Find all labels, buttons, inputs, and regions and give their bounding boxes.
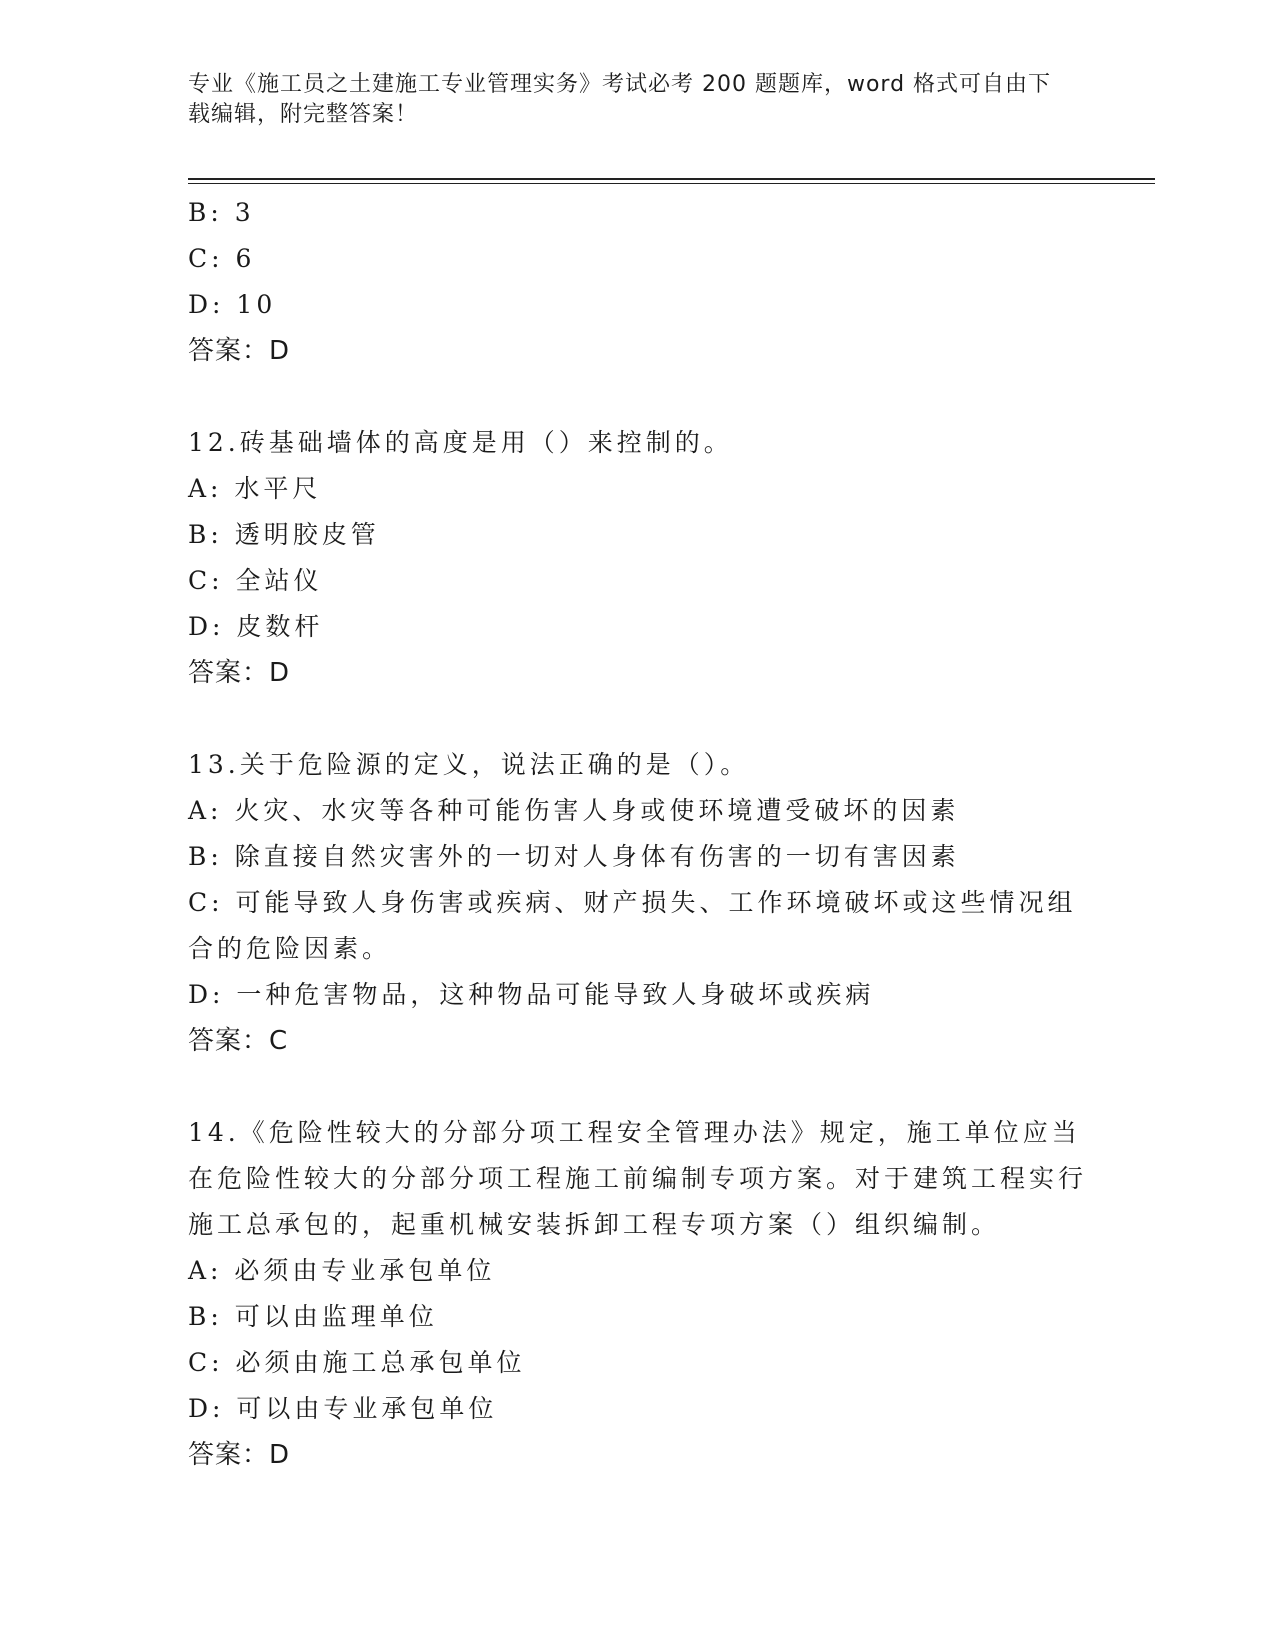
question-11 [188,190,1088,374]
option-c: C: 可能导致人身伤害或疾病、财产损失、工作环境破坏或这些情况组合的危险因素。 [188,888,1077,963]
option-a: A: 水平尺 [188,474,322,503]
header-rule-thin [188,183,1155,184]
option-b: B: 3 [188,198,255,227]
header-rule-thick [188,178,1155,180]
option-b: B: 除直接自然灾害外的一切对人身体有伤害的一切有害因素 [188,842,960,871]
option-d: D: 10 [188,290,277,319]
option-b: B: 可以由监理单位 [188,1302,438,1331]
option-c: C: 6 [188,244,256,273]
question-14 [188,1110,1088,1478]
answer: 答案：D [188,336,291,366]
option-c: C: 必须由施工总承包单位 [188,1348,526,1377]
option-d: D: 皮数杆 [188,612,324,641]
page-header: 专业《施工员之土建施工专业管理实务》考试必考 200 题题库，word 格式可自由下载编辑，附完整答案！ [188,72,1052,127]
option-a: A: 必须由专业承包单位 [188,1256,496,1285]
spacer [188,1064,1088,1110]
spacer [188,374,1088,420]
question-13 [188,742,1088,1064]
question-text: 14.《危险性较大的分部分项工程安全管理办法》规定，施工单位应当在危险性较大的分部分项工程施工前编制专项方案。对于建筑工程实行施工总承包的，起重机械安装拆卸工程专项方案（）组织编制。 [188,1118,1088,1239]
option-b: B: 透明胶皮管 [188,520,380,549]
option-d: D: 可以由专业承包单位 [188,1394,498,1423]
answer: 答案：D [188,1440,291,1470]
spacer [188,696,1088,742]
question-12 [188,420,1088,696]
option-a: A: 火灾、水灾等各种可能伤害人身或使环境遭受破坏的因素 [188,796,960,825]
answer: 答案：D [188,658,291,688]
question-text: 12.砖基础墙体的高度是用（）来控制的。 [188,428,733,457]
option-d: D: 一种危害物品，这种物品可能导致人身破坏或疾病 [188,980,875,1009]
answer: 答案：C [188,1026,289,1056]
question-text: 13.关于危险源的定义，说法正确的是（）。 [188,750,750,779]
option-c: C: 全站仪 [188,566,323,595]
question-content [188,190,1088,1478]
